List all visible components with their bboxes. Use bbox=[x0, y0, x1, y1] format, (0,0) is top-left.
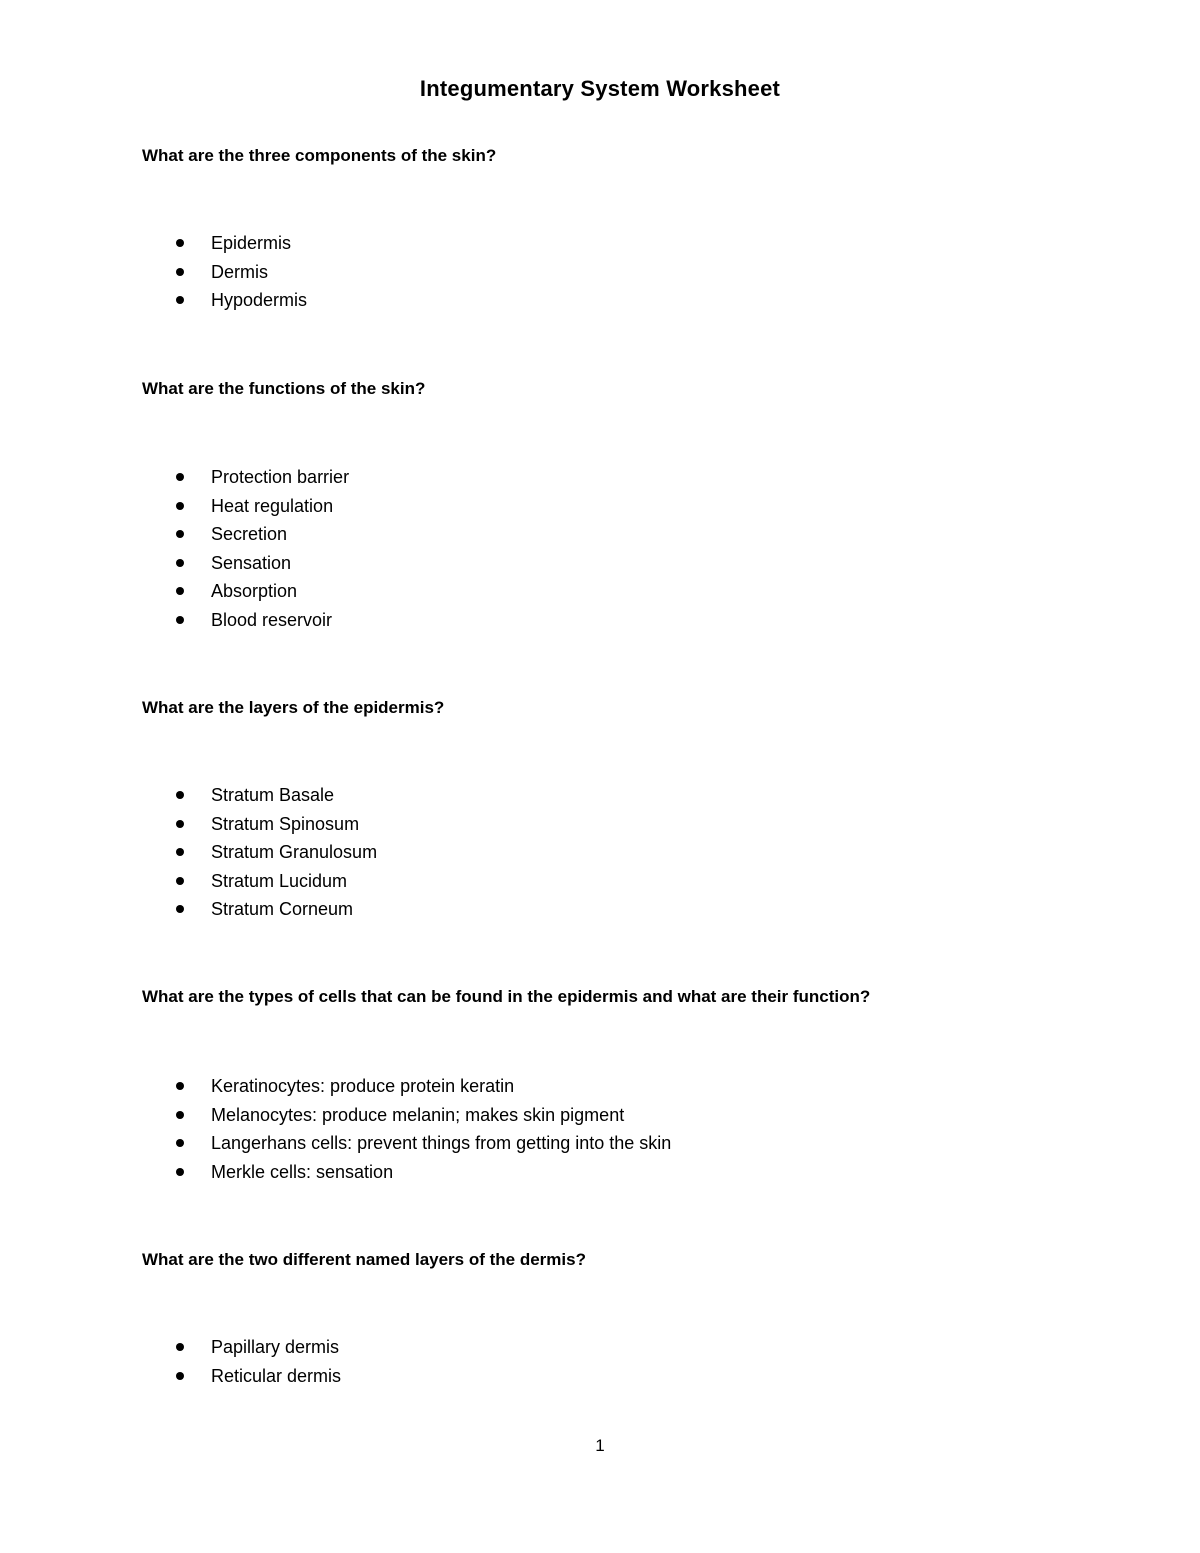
list-item-text: Hypodermis bbox=[211, 290, 308, 310]
bullet-icon bbox=[176, 587, 184, 595]
list-item-text: Stratum Lucidum bbox=[211, 870, 348, 891]
list-item-text: Papillary dermis bbox=[211, 1337, 340, 1357]
bullet-icon bbox=[176, 791, 184, 799]
bullet-icon bbox=[176, 473, 184, 481]
question-dermis-layers: What are the two different named layers of the dermis? bbox=[142, 1250, 586, 1269]
bullet-icon bbox=[176, 1168, 184, 1176]
bullet-icon bbox=[176, 268, 184, 276]
list-item-text: Secretion bbox=[211, 524, 288, 544]
bullet-icon bbox=[176, 1343, 184, 1351]
page-title: Integumentary System Worksheet bbox=[419, 76, 781, 101]
bullet-icon bbox=[176, 559, 184, 567]
list-item-text: Protection barrier bbox=[211, 467, 350, 487]
bullet-icon bbox=[176, 502, 184, 510]
list-item-text: Blood reservoir bbox=[211, 609, 333, 630]
bullet-icon bbox=[176, 1372, 184, 1380]
bullet-icon bbox=[176, 877, 184, 885]
bullet-icon bbox=[176, 1111, 184, 1119]
bullet-icon bbox=[176, 1082, 184, 1090]
question-epidermis-layers: What are the layers of the epidermis? bbox=[142, 698, 445, 717]
list-item-text: Melanocytes: produce melanin; makes skin pigment bbox=[211, 1104, 625, 1125]
list-item-text: Dermis bbox=[211, 261, 268, 282]
list-item-text: Epidermis bbox=[211, 233, 292, 253]
list-item-text: Absorption bbox=[211, 581, 298, 601]
list-item-text: Keratinocytes: produce protein keratin bbox=[211, 1076, 515, 1096]
list-item-text: Stratum Granulosum bbox=[211, 842, 378, 862]
bullet-icon bbox=[176, 616, 184, 624]
bullet-icon bbox=[176, 239, 184, 247]
bullet-icon bbox=[176, 1139, 184, 1147]
bullet-icon bbox=[176, 905, 184, 913]
question-skin-functions: What are the functions of the skin? bbox=[142, 379, 426, 398]
list-item-text: Stratum Basale bbox=[211, 785, 335, 805]
list-item-text: Merkle cells: sensation bbox=[211, 1161, 394, 1182]
question-skin-components: What are the three components of the skin? bbox=[142, 146, 497, 165]
bullet-icon bbox=[176, 296, 184, 304]
bullet-icon bbox=[176, 820, 184, 828]
list-item-text: Reticular dermis bbox=[211, 1365, 342, 1386]
question-epidermis-cells: What are the types of cells that can be found in the epidermis and what are their function? bbox=[142, 987, 871, 1006]
list-item-text: Stratum Corneum bbox=[211, 899, 354, 919]
list-item-text: Heat regulation bbox=[211, 495, 334, 516]
bullet-icon bbox=[176, 848, 184, 856]
bullet-icon bbox=[176, 530, 184, 538]
list-item-text: Sensation bbox=[211, 552, 292, 573]
list-item-text: Stratum Spinosum bbox=[211, 813, 360, 834]
page-number: 1 bbox=[595, 1436, 605, 1455]
list-item-text: Langerhans cells: prevent things from getting into the skin bbox=[211, 1133, 672, 1153]
